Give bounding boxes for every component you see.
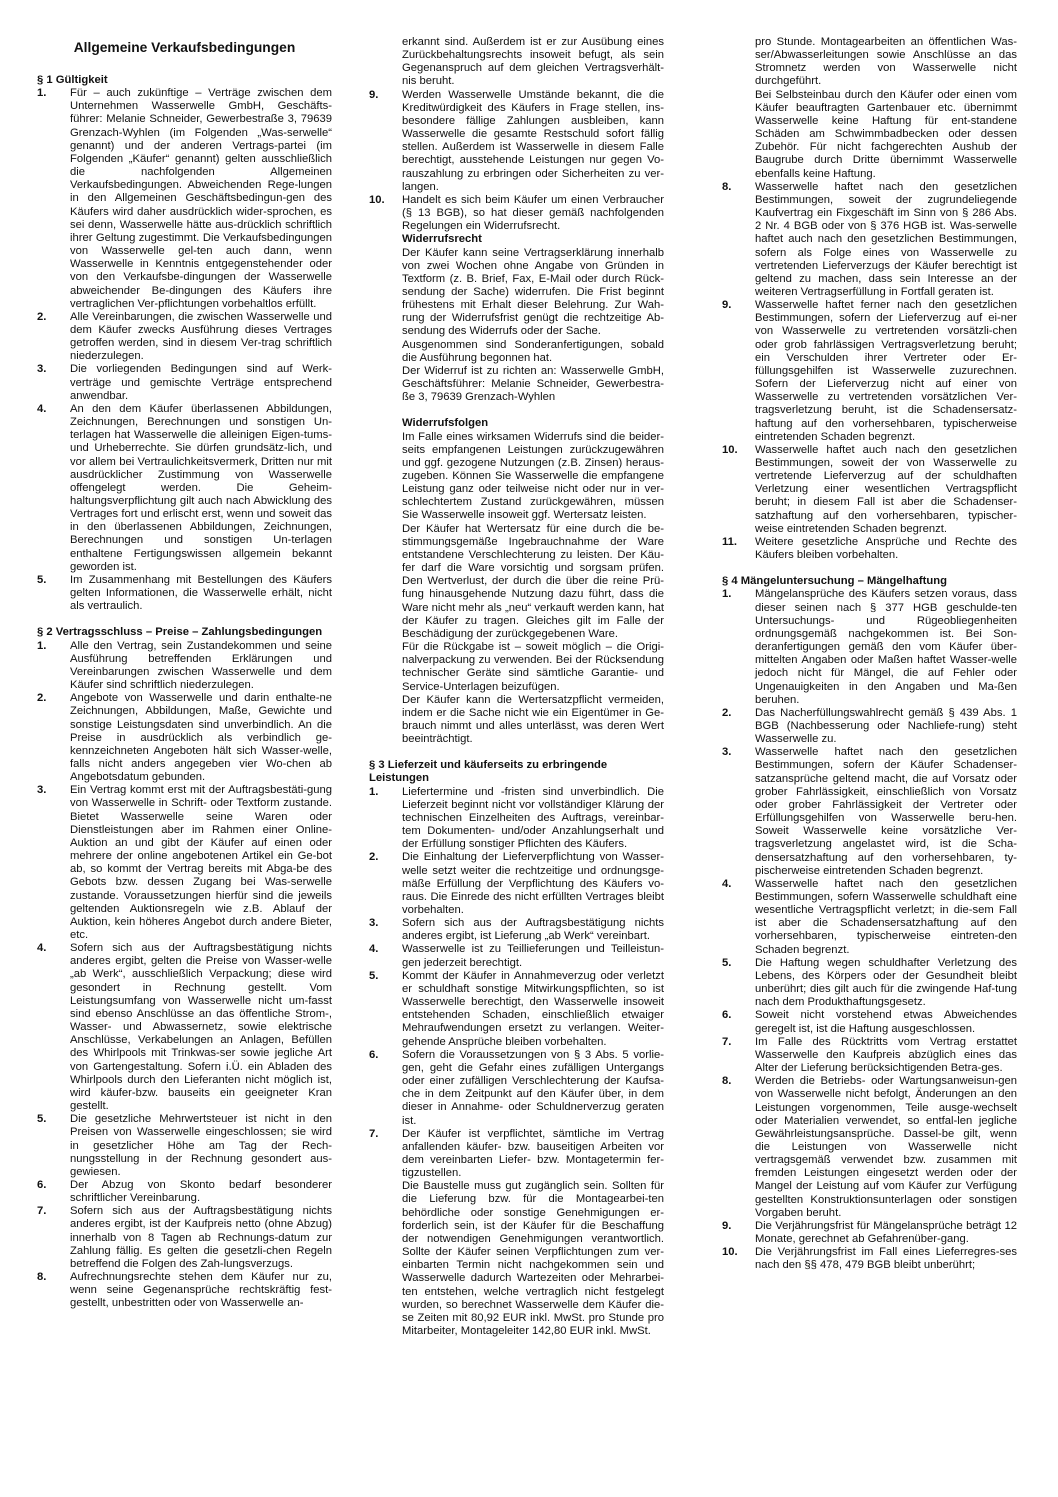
item-number: 5. xyxy=(722,956,732,969)
section-spacer xyxy=(722,562,1017,575)
column-2 xyxy=(369,36,664,1338)
item-text: Mängelansprüche des Käufers setzen voraus, dass dieser seinen nach § 377 HGB geschulde-ten Untersuchungs- und Rügeobliegenheiten ordnungsgemäß nachgekommen ist. Bei Son-deranfertigungen gemäß den vom Käufer über-mittelten Angaben oder Maßen haftet Wasser-welle jedoch nicht für Mängel, die auf Fehler oder Ungenauigkeiten in den Angaben und Ma-ßen beruhen. xyxy=(755,588,1017,706)
item-number: 5. xyxy=(37,1113,47,1126)
widerrufsfolgen-paragraph: Der Käufer hat Wertersatz für eine durch die be-stimmungsgemäße Ingebrauchnahme der Ware entstandene Verschlechterung zu leisten. Der Käu-fer darf die Ware vorsichtig und sorgsam prüfen. Den Wertverlust, der durch die über die reine Prü-fung hinausgehende Nutzung dazu führt, dass die Ware nicht mehr als „neu“ verkauft werden kann, hat der Käufer zu tragen. Gleiches gilt im Falle der Beschädigung der zurückgegebenen Ware. xyxy=(402,522,664,640)
item-number: 10. xyxy=(722,443,738,456)
item-number: 3. xyxy=(369,917,379,930)
section-2-item xyxy=(369,89,664,194)
item-text: Für – auch zukünftige – Verträge zwischen dem Unternehmen Wasserwelle GmbH, Geschäfts-führer: Melanie Schneider, Gewerbestraße 3, 79639 Grenzach-Wyhlen (im Folgenden „Was-serwelle“ genannt) und der anderen Vertrags-partei (im Folgenden „Käufer“ genannt) gelten ausschließlich die nachfolgenden Allgemeinen Verkaufsbedingungen. Abweichenden Rege-lungen in den Allgemeinen Geschäftsbedingun-gen des Käufers wird daher ausdrücklich wider-sprochen, es sei denn, Wasserwelle hätte aus-drücklich schriftlich ihrer Geltung zugestimmt. Die Verkaufsbedingungen von Wasserwelle gel-ten auch dann, wenn Wasserwelle in Kenntnis entgegenstehender oder von den Verkaufsbe-dingungen der Wasserwelle abweichender Be-dingungen des Käufers ihre vertraglichen Ver-pflichtungen vorbehaltlos erfüllt. xyxy=(70,87,332,310)
item-number: 4. xyxy=(722,877,732,890)
section-3-item xyxy=(722,444,1017,536)
section-4-item xyxy=(722,957,1017,1010)
item-text: Der Käufer ist verpflichtet, sämtliche im Vertrag anfallenden käufer- bzw. bauseitigen Arbeiten vor dem vereinbarten Liefer- bzw. Montagetermin fer-tigzustellen. xyxy=(402,1127,664,1180)
item-number: 2. xyxy=(722,706,732,719)
section-4-item xyxy=(722,1036,1017,1075)
item-number: 6. xyxy=(37,1178,47,1191)
item-number: 1. xyxy=(37,87,47,100)
section-3-item xyxy=(369,943,664,969)
section-4-item xyxy=(722,1075,1017,1220)
section-2-item xyxy=(37,692,332,784)
item-text: Sofern sich aus der Auftragsbestätigung nichts anderes ergibt, gelten die Preise von Wasser-welle „ab Werk“, ausschließlich Verpackung; diese wird gesondert in Rechnung gestellt. Vom Leistungsumfang von Wasserwelle nicht um-fasst sind ebenso Anschlüsse an das öffentliche Strom-, Wasser- und Abwassernetz, sowie elektrische Anschlüsse, Verkabelungen an Anlagen, Befüllen des Whirlpools mit Trinkwas-ser sowie jegliche Art von Gartengestaltung. Sofern i.Ü. ein Abladen des Whirlpools durch den Lieferanten nicht möglich ist, wird käufer-bzw. bauseits ein geeigneter Kran gestellt. xyxy=(70,942,332,1113)
section-1-heading: § 1 Gültigkeit xyxy=(37,74,108,86)
widerrufsrecht-paragraph: Ausgenommen sind Sonderanfertigungen, sobald die Ausführung begonnen hat. xyxy=(402,338,664,364)
column-1 xyxy=(37,36,332,1311)
item-text: Wasserwelle haftet auch nach den gesetzlichen Bestimmungen, soweit der von Wasserwelle zu vertretende Lieferverzug auf der schuldhaften Verletzung einer wesentlichen Vertragspflicht beruht; in diesem Fall ist aber die Schadenser-satzhaftung auf den vorhersehbaren, typischer-weise eintretenden Schaden begrenzt. xyxy=(755,443,1017,535)
section-1-item xyxy=(37,363,332,402)
section-4-heading: § 4 Mängeluntersuchung – Mängelhaftung xyxy=(722,575,948,588)
section-3-item xyxy=(722,181,1017,299)
item-text: Die Verjährungsfrist für Mängelansprüche beträgt 12 Monate, gerechnet ab Gefahrenüber-gang. xyxy=(755,1219,1017,1246)
section-2-item xyxy=(37,1179,332,1205)
section-3-continuation: pro Stunde. Montagearbeiten an öffentlichen Was-ser/Abwasserleitungen sowie Anschlüsse an das Stromnetz werden von Wasserwelle nicht durchgeführt. xyxy=(755,36,1017,88)
item-text: Alle Vereinbarungen, die zwischen Wasserwelle und dem Käufer zwecks Ausführung dieses Vertrages getroffen werden, sind in diesem Ver-trag schriftlich niederzulegen. xyxy=(70,310,332,363)
section-3-heading: § 3 Lieferzeit und käuferseits zu erbringende Leistungen xyxy=(369,759,608,785)
item-number: 10. xyxy=(722,1246,738,1259)
section-1-item xyxy=(37,574,332,613)
section-3-continuation: Bei Selbsteinbau durch den Käufer oder einen vom Käufer beauftragten Gartenbauer etc. übernimmt Wasserwelle keine Haftung für ent-standene Schäden am Schwimmbadbecken oder dessen Zubehör. Für nicht fachgerechten Aushub der Baugrube durch Dritte übernimmt Wasserwelle ebenfalls keine Haftung. xyxy=(755,88,1017,180)
section-2-item xyxy=(369,194,664,233)
item-number: 8. xyxy=(722,180,732,193)
item-text: Sofern sich aus der Auftragsbestätigung nichts anderes ergibt, ist der Kaufpreis netto (ohne Abzug) innerhalb von 8 Tagen ab Rechnungs-datum zur Zahlung fällig. Es gelten die gesetzli-chen Regeln betreffend die Folgen des Zah-lungsverzugs. xyxy=(70,1205,332,1270)
item-number: 2. xyxy=(369,851,379,864)
widerrufsrecht-heading: Widerrufsrecht xyxy=(402,233,482,246)
item-text: Die Haftung wegen schuldhafter Verletzung des Lebens, des Körpers oder der Gesundheit bleibt unberührt; dies gilt auch für die zwingende Haf-tung nach dem Produkthaftungsgesetz. xyxy=(755,956,1017,1009)
item-text: Sofern sich aus der Auftragsbestätigung nichts anderes ergibt, ist Lieferung „ab Werk“ vereinbart. xyxy=(402,917,664,943)
section-2-item xyxy=(37,784,332,942)
item-text: Die vorliegenden Bedingungen sind auf Werk-verträge und gemischte Verträge entsprechend anwendbar. xyxy=(70,363,332,402)
item-number: 9. xyxy=(722,299,732,312)
item-number: 7. xyxy=(722,1035,732,1048)
item-text: Aufrechnungsrechte stehen dem Käufer nur zu, wenn seine Gegenansprüche rechtskräftig fest-gestellt, unbestritten oder von Wasserwelle an- xyxy=(70,1271,332,1310)
item-number: 9. xyxy=(722,1219,732,1232)
item-number: 3. xyxy=(37,363,47,376)
item-number: 1. xyxy=(722,588,732,601)
section-3-item xyxy=(369,970,664,1049)
item-text: Die Verjährungsfrist im Fall eines Lieferregres-ses nach den §§ 478, 479 BGB bleibt unberührt; xyxy=(755,1246,1017,1272)
item-text: Wasserwelle haftet nach den gesetzlichen Bestimmungen, sofern der Käufer Schadenser-satzansprüche geltend macht, die auf Vorsatz oder grober Fahrlässigkeit, einschließlich von Vorsatz oder grober Fahrlässigkeit der Vertreter oder Erfüllungsgehilfen von Wasserwelle beru-hen. Soweit Wasserwelle keine vorsätzliche Ver-tragsverletzung angelastet wird, ist die Scha-densersatzhaftung auf den vorhersehbaren, ty-pischerweise eintretenden Schaden begrenzt. xyxy=(755,746,1017,877)
section-4-item xyxy=(722,707,1017,746)
widerrufsfolgen-paragraph: Im Falle eines wirksamen Widerrufs sind die beider-seits empfangenen Leistungen zurückzugewähren und ggf. gezogene Nutzungen (z.B. Zinsen) heraus-zugeben. Können Sie Wasserwelle die empfangene Leistung ganz oder teilweise nicht oder nur in ver-schlechtertem Zustand zurückgewähren, müssen Sie Wasserwelle insoweit ggf. Wertersatz leisten. xyxy=(402,430,664,522)
item-text: Im Falle des Rücktritts vom Vertrag erstattet Wasserwelle den Kaufpreis abzüglich eines das Alter der Lieferung berücksichtigenden Betra-ges. xyxy=(755,1035,1017,1075)
widerrufsfolgen-paragraph: Für die Rückgabe ist – soweit möglich – die Origi-nalverpackung zu verwenden. Bei der Rücksendung technischer Geräte sind sämtliche Garantie- und Service-Unterlagen beizufügen. xyxy=(402,641,664,693)
item-text: Angebote von Wasserwelle und darin enthalte-ne Zeichnungen, Abbildungen, Maße, Gewichte und sonstige Leistungsdaten sind unverbindlich. An die Preise in ausdrücklich als verbindlich ge-kennzeichneten Angeboten hält sich Wasser-welle, falls nicht anders angegeben vier Wo-chen ab Angebotsdatum gebunden. xyxy=(70,692,332,784)
section-3-item xyxy=(722,299,1017,444)
widerrufsrecht-paragraph: Der Käufer kann seine Vertragserklärung innerhalb von zwei Wochen ohne Angabe von Gründen in Textform (z. B. Brief, Fax, E-Mail oder durch Rück-sendung der Sache) widerrufen. Die Frist beginnt frühestens mit Erhalt dieser Belehrung. Zur Wah-rung der Widerrufsfrist genügt die rechtzeitige Ab-sendung des Widerrufs oder der Sache. xyxy=(402,246,664,338)
section-spacer xyxy=(369,746,664,759)
section-4-item xyxy=(722,588,1017,706)
section-3-item xyxy=(369,1128,664,1181)
item-number: 9. xyxy=(369,88,379,101)
section-4-item xyxy=(722,746,1017,878)
section-1-item xyxy=(37,311,332,364)
section-spacer xyxy=(37,613,332,626)
item-text: Wasserwelle haftet nach den gesetzlichen Bestimmungen, sofern Wasserwelle schuldhaft eine wesentliche Vertragspflicht verletzt; in die-sem Fall ist aber die Schadensersatzhaftung auf den vorhersehbaren, typischerweise eintreten-den Schaden begrenzt. xyxy=(755,877,1017,956)
item-number: 1. xyxy=(369,785,379,798)
document-title: Allgemeine Verkaufsbedingungen xyxy=(73,40,296,55)
section-4-item xyxy=(722,1246,1017,1272)
item-text: Sofern die Voraussetzungen von § 3 Abs. 5 vorlie-gen, geht die Gefahr eines zufälligen Untergangs oder einer zufälligen Verschlechterung der Kaufsa-che in dem Zeitpunkt auf den Käufer über, in dem dieser in Annahme- oder Schuldnerverzug geraten ist. xyxy=(402,1048,664,1127)
section-3-item xyxy=(722,536,1017,562)
item-text: Kommt der Käufer in Annahmeverzug oder verletzt er schuldhaft sonstige Mitwirkungspflichten, so ist Wasserwelle berechtigt, den Wasserwelle insoweit entstehenden Schaden, einschließlich etwaiger Mehraufwendungen ersetzt zu verlangen. Weiter-gehende Ansprüche bleiben vorbehalten. xyxy=(402,969,664,1048)
section-2-item xyxy=(37,942,332,1113)
item-number: 6. xyxy=(369,1048,379,1061)
section-3-item xyxy=(369,851,664,917)
column-3 xyxy=(722,36,1017,1273)
section-2-heading: § 2 Vertragsschluss – Preise – Zahlungsbedingungen xyxy=(37,626,323,639)
item-text: Soweit nicht vorstehend etwas Abweichendes geregelt ist, ist die Haftung ausgeschlossen. xyxy=(755,1009,1017,1035)
item-text: Wasserwelle ist zu Teillieferungen und Teilleistun-gen jederzeit berechtigt. xyxy=(402,943,664,969)
section-4-item xyxy=(722,878,1017,957)
item-text: Wasserwelle haftet nach den gesetzlichen Bestimmungen, soweit der zugrundeliegende Kaufvertrag ein Fixgeschäft im Sinn von § 286 Abs. 2 Nr. 4 BGB oder von § 376 HGB ist. Was-serwelle haftet auch nach den gesetzlichen Bestimmungen, sofern als Folge eines von Wasserwelle zu vertretenden Lieferverzugs der Käufer berechtigt ist geltend zu machen, dass sein Interesse an der weiteren Vertragserfüllung in Fortfall geraten ist. xyxy=(755,180,1017,298)
item-text: An den dem Käufer überlassenen Abbildungen, Zeichnungen, Berechnungen und sonstigen Un-terlagen hat Wasserwelle die alleinigen Eigen-tums- und Urheberrechte. Sie dürfen grundsätz-lich, und vor allem bei Vertraulichkeitsvermerk, Dritten nur mit ausdrücklicher Zustimmung von Wasserwelle offengelegt werden. Die Geheim-haltungsverpflichtung gilt auch nach Abwicklung des Vertrages fort und erlischt erst, wenn und soweit das in den überlassenen Abbildungen, Zeichnungen, Berechnungen und sonstigen Un-terlagen enthaltene Fertigungswissen allgemein bekannt geworden ist. xyxy=(70,402,332,573)
section-4-item xyxy=(722,1220,1017,1246)
item-text: Liefertermine und -fristen sind unverbindlich. Die Lieferzeit beginnt nicht vor vollständiger Klärung der technischen Einzelheiten des Auftrags, vereinbar-tem Dokumenten- und/oder Anzahlungserhalt und der Erfüllung sonstiger Pflichten des Käufers. xyxy=(402,785,664,851)
widerrufsfolgen-heading: Widerrufsfolgen xyxy=(402,417,489,430)
item-number: 2. xyxy=(37,310,47,323)
item-text: Werden die Betriebs- oder Wartungsanweisun-gen von Wasserwelle nicht befolgt, Änderungen an den Leistungen vorgenommen, Teile ausge-wechselt oder Materialien verwendet, so entfal-len jegliche Gewährleistungsansprüche. Dassel-be gilt, wenn die Leistungen von Wasserwelle nicht vertragsgemäß verwendet bzw. zusammen mit fremden Leistungen eingesetzt werden oder der Mangel der Leistung auf vom Käufer zur Verfügung gestellten Konstruktionsunterlagen oder sonstigen Vorgaben beruht. xyxy=(755,1075,1017,1219)
item-text: Die Einhaltung der Lieferverpflichtung von Wasser-welle setzt weiter die rechtzeitige und ordnungsge-mäße Erfüllung der Verpflichtung des Käufers vo-raus. Die Einrede des nicht erfüllten Vertrages bleibt vorbehalten. xyxy=(402,851,664,916)
paragraph-spacer xyxy=(369,404,664,417)
item-number: 6. xyxy=(722,1009,732,1022)
item-text: Das Nacherfüllungswahlrecht gemäß § 439 Abs. 1 BGB (Nachbesserung oder Nachliefe-rung) steht Wasserwelle zu. xyxy=(755,706,1017,746)
section-2-item xyxy=(37,1271,332,1310)
section-2-item xyxy=(37,640,332,693)
item-number: 11. xyxy=(722,535,738,548)
item-number: 7. xyxy=(37,1205,47,1218)
item-text: Ein Vertrag kommt erst mit der Auftragsbestäti-gung von Wasserwelle in Schrift- oder Textform zustande. Bietet Wasserwelle seine Waren oder Dienstleistungen aber im Rahmen einer Online-Auktion an und gibt der Käufer auf einen oder mehrere der online angebotenen Artikel ein Ge-bot ab, so kommt der Vertrag bereits mit Abga-be des Gebots bzw. dessen Zugang bei Was-serwelle zustande. Voraussetzungen hierfür sind die jeweils geltenden Auktionsregeln wie z.B. Ablauf der Auktion, kein höheres Angebot durch andere Bieter, etc. xyxy=(70,784,332,941)
section-4-item xyxy=(722,1009,1017,1035)
section-3-item-7-paragraph: Die Baustelle muss gut zugänglich sein. Sollten für die Lieferung bzw. für die Montagearbei-ten behördliche oder sonstige Genehmigungen er-forderlich sein, ist der Käufer für die Beschaffung der notwendigen Genehmigungen verantwortlich. Sollte der Käufer seinen Verpflichtungen zum ver-einbarten Termin nicht nachgekommen sein und Wasserwelle dadurch Wartezeiten oder Mehrarbei-ten entstehen, welche vertraglich nicht festgelegt wurden, so berechnet Wasserwelle dem Käufer die-se Zeiten mit 80,92 EUR inkl. MwSt. pro Stunde pro Mitarbeiter, Montageleiter 142,80 EUR inkl. MwSt. xyxy=(402,1180,664,1337)
widerrufsfolgen-paragraph: Der Käufer kann die Wertersatzpflicht vermeiden, indem er die Sache nicht wie ein Eigentümer in Ge-brauch nimmt und alles unterlässt, was deren Wert beeinträchtigt. xyxy=(402,693,664,746)
item-number: 7. xyxy=(369,1127,379,1140)
section-1-item xyxy=(37,403,332,574)
section-3-item xyxy=(369,1049,664,1128)
item-text: Weitere gesetzliche Ansprüche und Rechte des Käufers bleiben vorbehalten. xyxy=(755,535,1017,562)
section-3-item xyxy=(369,917,664,943)
item-number: 10. xyxy=(369,193,385,206)
section-1-item xyxy=(37,87,332,311)
item-number: 2. xyxy=(37,692,47,705)
item-text: Der Abzug von Skonto bedarf besonderer schriftlicher Vereinbarung. xyxy=(70,1178,332,1205)
item-text: Handelt es sich beim Käufer um einen Verbraucher (§ 13 BGB), so hat dieser gemäß nachfolgenden Regelungen ein Widerrufsrecht. xyxy=(402,193,664,233)
item-number: 4. xyxy=(37,402,47,415)
item-number: 4. xyxy=(369,943,379,956)
item-number: 5. xyxy=(369,969,379,982)
item-number: 5. xyxy=(37,573,47,586)
item-text: Im Zusammenhang mit Bestellungen des Käufers gelten Informationen, die Wasserwelle erhält, nicht als vertraulich. xyxy=(70,573,332,613)
section-2-item xyxy=(37,1113,332,1179)
item-number: 8. xyxy=(722,1075,732,1088)
section-3-item xyxy=(369,786,664,852)
item-number: 4. xyxy=(37,942,47,955)
section-2-item xyxy=(37,1205,332,1271)
item-number: 8. xyxy=(37,1271,47,1284)
item-number: 3. xyxy=(722,746,732,759)
item-text: Die gesetzliche Mehrwertsteuer ist nicht in den Preisen von Wasserwelle eingeschlossen; sie wird in gesetzlicher Höhe am Tag der Rech-nungsstellung in der Rechnung gesondert aus-gewiesen. xyxy=(70,1113,332,1178)
item-number: 3. xyxy=(37,784,47,797)
item-text: Alle den Vertrag, sein Zustandekommen und seine Ausführung betreffenden Erklärungen und Vereinbarungen zwischen Wasserwelle und dem Käufer sind schriftlich niederzulegen. xyxy=(70,639,332,692)
item-number: 1. xyxy=(37,639,47,652)
widerrufsrecht-paragraph: Der Widerruf ist zu richten an: Wasserwelle GmbH, Geschäftsführer: Melanie Schneider, Gewerbestra-ße 3, 79639 Grenzach-Wyhlen xyxy=(402,364,664,404)
item-text: Wasserwelle haftet ferner nach den gesetzlichen Bestimmungen, sofern der Lieferverzug auf ei-ner von Wasserwelle zu vertretenden vorsätzli-chen oder grob fahrlässigen Vertragsverletzung beruht; ein Verschulden ihrer Vertreter oder Er-füllungsgehilfen ist Wasserwelle zuzurechnen. Sofern der Lieferverzug nicht auf einer von Wasserwelle zu vertretenden vorsätzlichen Ver-tragsverletzung beruht, ist die Schadensersatz-haftung auf den vorhersehbaren, typischerweise eintretenden Schaden begrenzt. xyxy=(755,299,1017,443)
item-text: Werden Wasserwelle Umstände bekannt, die die Kreditwürdigkeit des Käufers in Frage stellen, ins-besondere fällige Zahlungen ausbleiben, kann Wasserwelle die gesamte Restschuld sofort fällig stellen. Außerdem ist Wasserwelle in diesem Falle berechtigt, ausstehende Leistungen nur gegen Vo-rauszahlung zu erbringen oder Sicherheiten zu ver-langen. xyxy=(402,88,664,193)
section-2-continuation: erkannt sind. Außerdem ist er zur Ausübung eines Zurückbehaltungsrechts insoweit befugt, als sein Gegenanspruch auf dem gleichen Vertragsverhält-nis beruht. xyxy=(402,36,664,88)
